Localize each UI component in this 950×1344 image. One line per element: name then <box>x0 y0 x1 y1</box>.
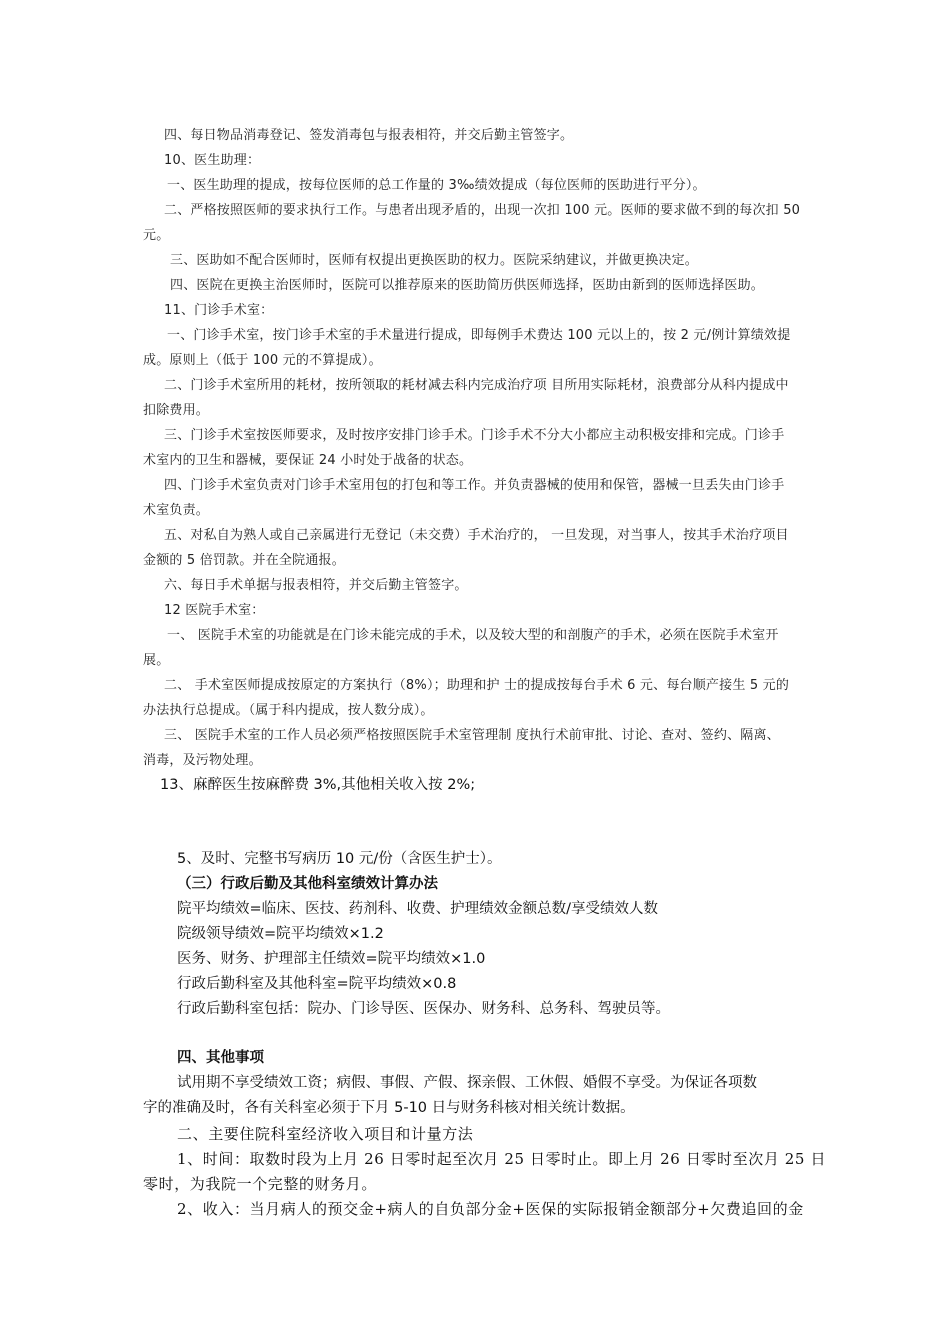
text-line: 五、对私自为熟人或自己亲属进行无登记（未交费）手术治疗的， 一旦发现，对当事人，按其手术治疗项目 <box>164 528 789 543</box>
text-line: 一、 医院手术室的功能就是在门诊未能完成的手术，以及较大型的和剖腹产的手术，必须在医院手术室开 <box>167 628 779 643</box>
text-line: 办法执行总提成。（属于科内提成，按人数分成）。 <box>143 703 434 718</box>
text-line: 1、时间：取数时段为上月 26 日零时起至次月 25 日零时止。即上月 26 日零时至次月 25 日 <box>177 1150 827 1168</box>
text-line: 四、门诊手术室负责对门诊手术室用包的打包和等工作。并负责器械的使用和保管，器械一旦丢失由门诊手 <box>164 478 785 493</box>
formula-line: 医务、财务、护理部主任绩效=院平均绩效×1.0 <box>177 951 486 967</box>
text-line: 二、严格按照医师的要求执行工作。与患者出现矛盾的，出现一次扣 100 元。医师的要求做不到的每次扣 50 <box>164 203 801 218</box>
text-line: 六、每日手术单据与报表相符，并交后勤主管签字。 <box>164 578 468 593</box>
section-heading-admin: （三）行政后勤及其他科室绩效计算办法 <box>177 876 438 892</box>
text-line: 展。 <box>143 653 170 668</box>
text-line: 三、门诊手术室按医师要求，及时按序安排门诊手术。门诊手术不分大小都应主动积极安排和完成。门诊手 <box>164 428 785 443</box>
section-heading-outpatient-or: 11、门诊手术室： <box>164 303 274 318</box>
text-line: 消毒，及污物处理。 <box>143 753 262 768</box>
text-line: 四、医院在更换主治医师时，医院可以推荐原来的医助简历供医师选择，医助由新到的医师选择医助。 <box>170 278 765 293</box>
text-line: 一、医生助理的提成，按每位医师的总工作量的 3‰绩效提成（每位医师的医助进行平分）。 <box>167 178 706 193</box>
text-line: 三、医助如不配合医师时，医师有权提出更换医助的权力。医院采纳建议，并做更换决定。 <box>170 253 699 268</box>
text-line: 试用期不享受绩效工资；病假、事假、产假、探亲假、工休假、婚假不享受。为保证各项数 <box>177 1075 757 1091</box>
text-line: 字的准确及时，各有关科室必须于下月 5-10 日与财务科核对相关统计数据。 <box>143 1100 635 1116</box>
text-line: 二、 手术室医师提成按原定的方案执行（8%）；助理和护 士的提成按每台手术 6 元、每台顺产接生 5 元的 <box>164 678 790 693</box>
text-line: 扣除费用。 <box>143 403 210 418</box>
formula-line: 院平均绩效=临床、医技、药剂科、收费、护理绩效金额总数/享受绩效人数 <box>177 901 659 917</box>
text-line: 金额的 5 倍罚款。并在全院通报。 <box>143 553 345 568</box>
section-heading-income: 二、主要住院科室经济收入项目和计量方法 <box>177 1125 474 1143</box>
section-heading-doctor-assistant: 10、医生助理： <box>164 153 261 168</box>
text-line: 术室内的卫生和器械，要保证 24 小时处于战备的状态。 <box>143 453 473 468</box>
formula-line: 行政后勤科室及其他科室=院平均绩效×0.8 <box>177 976 457 992</box>
text-line: 5、及时、完整书写病历 10 元/份（含医生护士）。 <box>177 851 502 867</box>
text-line: 2、收入：当月病人的预交金+病人的自负部分金+医保的实际报销金额部分+欠费追回的金 <box>177 1200 804 1218</box>
text-line: 一、门诊手术室，按门诊手术室的手术量进行提成，即每例手术费达 100 元以上的，按 2 元/例计算绩效提 <box>167 328 791 343</box>
text-line: 四、每日物品消毒登记、签发消毒包与报表相符，并交后勤主管签字。 <box>164 128 574 143</box>
text-line: 元。 <box>143 228 170 243</box>
text-line: 三、 医院手术室的工作人员必须严格按照医院手术室管理制 度执行术前审批、讨论、查对、签约、隔离、 <box>164 728 780 743</box>
text-line: 二、门诊手术室所用的耗材，按所领取的耗材减去科内完成治疗项 目所用实际耗材，浪费部分从科内提成中 <box>164 378 789 393</box>
text-line: 行政后勤科室包括：院办、门诊导医、医保办、财务科、总务科、驾驶员等。 <box>177 1001 670 1017</box>
section-heading-other: 四、其他事项 <box>177 1050 264 1066</box>
section-heading-hospital-or: 12 医院手术室： <box>164 603 265 618</box>
text-line: 术室负责。 <box>143 503 210 518</box>
formula-line: 院级领导绩效=院平均绩效×1.2 <box>177 926 384 942</box>
text-line: 成。原则上（低于 100 元的不算提成）。 <box>143 353 382 368</box>
text-line: 零时，为我院一个完整的财务月。 <box>143 1175 378 1193</box>
anesthesia-line: 13、麻醉医生按麻醉费 3%,其他相关收入按 2%; <box>160 777 476 793</box>
